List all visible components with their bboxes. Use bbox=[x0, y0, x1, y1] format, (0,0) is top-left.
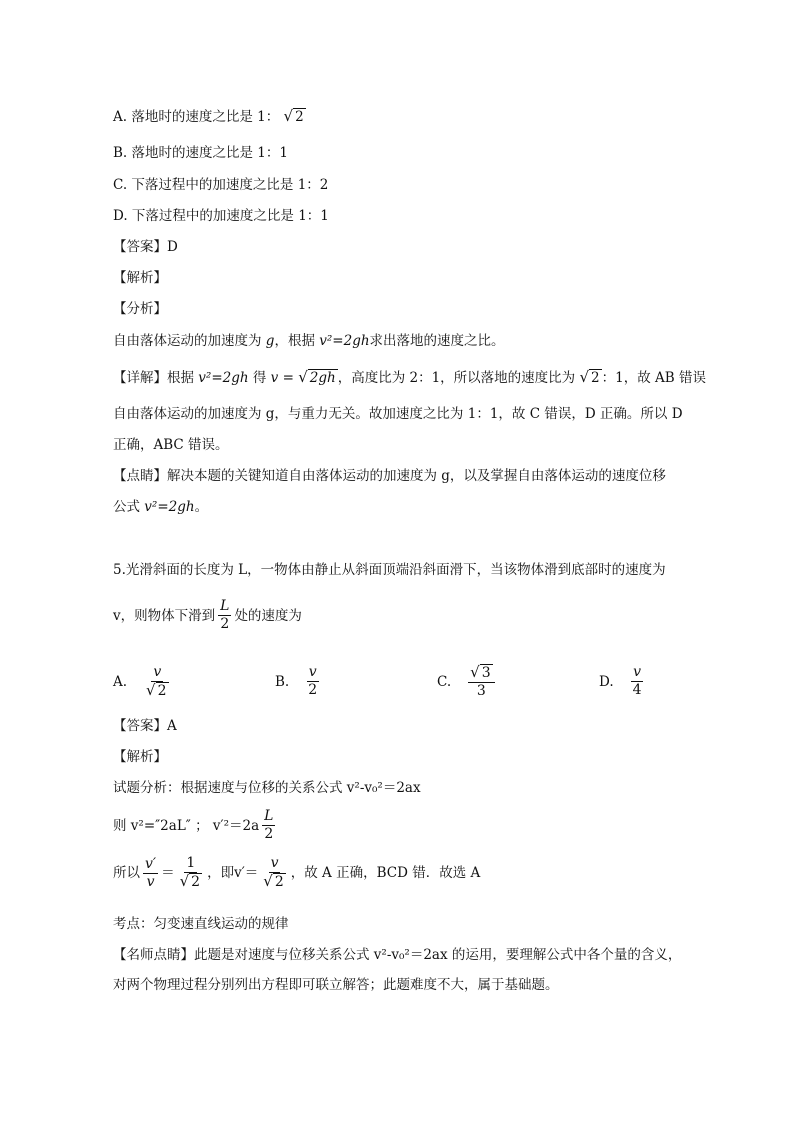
formula: v²=2gh bbox=[198, 370, 249, 386]
text-span: ，即v′＝ bbox=[207, 865, 259, 881]
q5-answer: 【答案】A bbox=[113, 718, 177, 734]
option-label: B. bbox=[275, 673, 290, 690]
prev-note-line2 bbox=[113, 497, 208, 517]
text-span: 解决本题的关键知道自由落体运动的加速度为 g，以及掌握自由落体运动的速度位移 bbox=[167, 468, 666, 484]
detail-tag: 【详解】 bbox=[113, 370, 167, 386]
fraction: 1 √ 2 bbox=[179, 855, 201, 890]
prev-answer: 【答案】D bbox=[113, 239, 178, 255]
text-span: 处的速度为 bbox=[234, 607, 302, 624]
option-a-text: A. 落地时的速度之比是 1： bbox=[113, 109, 280, 125]
text-span: 得 bbox=[248, 370, 271, 386]
text-span: ，高度比为 2：1，所以落地的速度比为 bbox=[337, 370, 580, 386]
formula: v = bbox=[270, 370, 294, 386]
sqrt-expression: √ 2 bbox=[283, 107, 304, 125]
text-span: v，则物体下滑到 bbox=[113, 607, 216, 624]
q5-analysis-heading: 【解析】 bbox=[113, 749, 167, 765]
text-span: ＝ bbox=[161, 865, 175, 881]
q5-option-b bbox=[275, 664, 322, 699]
prev-detail-line2: 自由落体运动的加速度为 g，与重力无关。故加速度之比为 1：1，故 C 错误，D 正确。所以 D bbox=[113, 406, 683, 422]
q5-mingshi-line1 bbox=[113, 945, 681, 965]
text-span: 根据 bbox=[167, 370, 199, 386]
symbol-g: g bbox=[265, 333, 275, 349]
text-span: 此题是对速度与位移关系公式 v²-v₀²＝2ax 的运用，要理解公式中各个量的含义， bbox=[194, 947, 682, 963]
q5-stem-line2 bbox=[113, 598, 302, 633]
note-tag: 【点睛】 bbox=[113, 468, 167, 484]
q5-trial: 试题分析：根据速度与位移的关系公式 v²-v₀²＝2ax bbox=[113, 780, 421, 796]
text-span: 。 bbox=[194, 499, 209, 515]
prev-fenxi-text bbox=[113, 331, 505, 351]
q5-kaodian: 考点：匀变速直线运动的规律 bbox=[113, 916, 289, 932]
text-span: 求出落地的速度之比。 bbox=[369, 333, 505, 349]
fraction: $\frac{L}{2}$ bbox=[220, 598, 230, 632]
q5-option-c bbox=[437, 664, 498, 700]
sqrt-expression: √ 2gh bbox=[298, 368, 336, 386]
prev-option-d: D. 下落过程中的加速度之比是 1：1 bbox=[113, 208, 329, 224]
q5-option-a bbox=[113, 664, 174, 700]
prev-detail-line3: 正确，ABC 错误。 bbox=[113, 437, 229, 453]
fraction: $\frac{v'}{v}$ bbox=[145, 855, 157, 890]
q5-stem-line1: 5.光滑斜面的长度为 L，一物体由静止从斜面顶端沿斜面滑下，当该物体滑到底部时的速度为 bbox=[113, 562, 666, 578]
prev-option-c: C. 下落过程中的加速度之比是 1：2 bbox=[113, 177, 329, 193]
option-label: D. bbox=[599, 673, 614, 690]
q5-option-d bbox=[599, 664, 647, 699]
q5-then bbox=[113, 808, 278, 843]
fraction: √ 3 3 bbox=[468, 664, 494, 700]
text-span: 自由落体运动的加速度为 bbox=[113, 333, 266, 349]
prev-detail-line1 bbox=[113, 368, 706, 388]
formula: v²=2gh bbox=[319, 333, 370, 349]
fraction: v √ 2 bbox=[146, 664, 167, 699]
prev-analysis-heading: 【解析】 bbox=[113, 270, 167, 286]
text-span: ，根据 bbox=[274, 333, 320, 349]
option-label: C. bbox=[437, 674, 452, 690]
text-span: 公式 bbox=[113, 499, 145, 515]
prev-option-b: B. 落地时的速度之比是 1：1 bbox=[113, 145, 288, 161]
formula: v²=2gh bbox=[144, 499, 195, 515]
fraction: $\frac{v}{4}$ bbox=[632, 664, 642, 698]
fraction: $\frac{v}{2}$ bbox=[308, 664, 318, 698]
text-span: 则 v²=″2aL″ ； v′²＝2a bbox=[113, 817, 260, 834]
fraction: $\frac{L}{2}$ bbox=[264, 808, 274, 842]
text-span: ：1，故 AB 错误 bbox=[601, 370, 706, 386]
prev-option-a bbox=[113, 107, 306, 127]
sqrt-expression: √ 2 bbox=[579, 368, 600, 386]
text-span: ，故 A 正确，BCD 错．故选 A bbox=[290, 865, 481, 881]
prev-fenxi-heading: 【分析】 bbox=[113, 301, 167, 317]
fraction: v √ 2 bbox=[263, 855, 284, 890]
text-span: 所以 bbox=[113, 865, 140, 881]
option-label: A. bbox=[113, 674, 128, 690]
q5-so bbox=[113, 855, 480, 891]
mingshi-tag: 【名师点睛】 bbox=[113, 947, 194, 963]
q5-mingshi-line2: 对两个物理过程分别列出方程即可联立解答；此题难度不大，属于基础题。 bbox=[113, 977, 559, 993]
prev-note-line1 bbox=[113, 466, 666, 486]
